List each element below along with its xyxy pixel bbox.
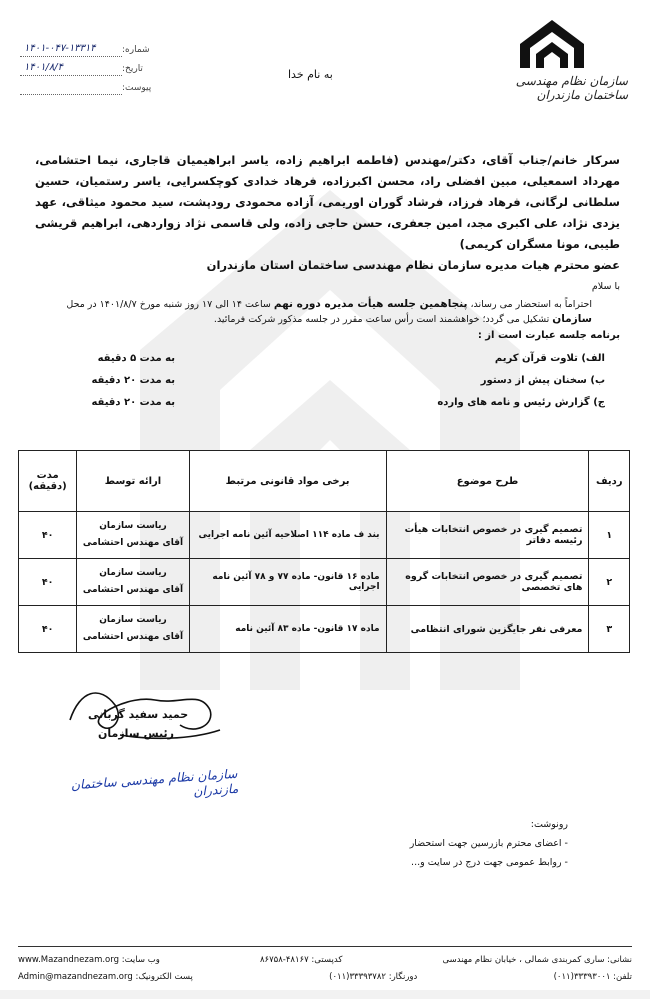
carbon-copy: رونوشت: - اعضای محترم بازرسین جهت استحضار - روابط عمومی جهت درج در سایت و... [410,815,568,872]
letter-meta [20,40,160,97]
body-paragraph: احتراماً به استحضار می رساند، پنجاهمین جلسه هیأت مدیره دوره نهم ساعت ۱۴ الی ۱۷ روز شنبه مورخ ۱۴۰۱/۸/۷ در محل سازمان تشکیل می گردد؛ خواهشمند است رأس ساعت مقرر در جلسه مذکور شرکت فرمائید. [66,298,592,325]
footer-fax: (۰۱۱)۳۳۳۹۳۷۸۲ [329,971,386,982]
signatory-title: رئیس سازمان [98,727,174,740]
footer-postal-code: ۴۸۱۶۷-۸۶۷۵۸ [259,954,309,965]
cc-item: - روابط عمومی جهت درج در سایت و... [411,857,568,868]
meta-date: تاریخ: ۱۴۰۱/۸/۴ [20,59,160,78]
footer-phone: (۰۱۱)۳۳۳۹۳۰۰۱ [553,971,611,982]
bismillah: به نام خدا [288,68,333,81]
meta-number: شماره: ۱۴۰۱-۰۴۷-۱۳۳۱۴ [20,40,160,59]
greeting: با سلام [591,281,620,292]
letter-body [35,150,620,413]
letter-attachment [20,81,122,95]
agenda-item: ب) سخنان پیش از دستور به مدت ۲۰ دقیقه [91,374,605,386]
col-row-number: ردیف [589,451,630,512]
cc-item: - اعضای محترم بازرسین جهت استحضار [409,838,568,849]
footer-website-link[interactable]: www.Mazandnezam.org [18,954,119,965]
footer-email-link[interactable]: Admin@mazandnezam.org [18,971,133,982]
organization-logo-icon [518,18,586,70]
meta-attachment: پیوست: [20,78,160,97]
recipient-role: عضو محترم هیات مدیره سازمان نظام مهندسی ساختمان استان مازندران [206,258,620,272]
table-row: ۳ معرفی نفر جایگزین شورای انتظامی ماده ۱۷ قانون- ماده ۸۳ آئین نامه ریاست سازمان آقای مهندس احتشامی ۴۰ [19,606,630,653]
table-row: ۱ تصمیم گیری در خصوص انتخابات هیأت رئیسه دفاتر بند ف ماده ۱۱۴ اصلاحیه آئین نامه اجرایی ریاست سازمان آقای مهندس احتشامی ۴۰ [19,512,630,559]
table-header-row [19,451,630,512]
letter-footer: نشانی: ساری کمربندی شمالی ، خیابان نظام مهندسی کدپستی: ۴۸۱۶۷-۸۶۷۵۸ وب سایت: www.Mazandnezam.org تلفن: (۰۱۱)۳۳۳۹۳۰۰۱ دورنگار: (۰۱۱)۳۳۳۹۳۷۸۲ پست الکترونیک: Admin@mazandnezam.org [18,946,632,985]
organization-stamp: سازمان نظام مهندسی ساختمان مازندران [70,765,239,799]
table-row: ۲ تصمیم گیری در خصوص انتخابات گروه های تخصصی ماده ۱۶ قانون- ماده ۷۷ و ۷۸ آئین نامه اجرایی ریاست سازمان آقای مهندس احتشامی ۴۰ [19,559,630,606]
col-legal-articles: برخی مواد قانونی مرتبط [189,451,386,512]
col-subject: طرح موضوع [386,451,589,512]
letter-number: ۱۴۰۱-۰۴۷-۱۳۳۱۴ [20,43,122,57]
signatory-name: حمید سفید گربانی [88,708,189,721]
agenda-list [35,347,620,413]
program-title: برنامه جلسه عبارت است از : [477,330,620,341]
agenda-item: الف) تلاوت قرآن کریم به مدت ۵ دقیقه [97,352,605,364]
recipients: سرکار خانم/جناب آقای، دکتر/مهندس (فاطمه ابراهیم زاده، یاسر ابراهیمیان قاجاری، نیما احتشامی، مهرداد اسمعیلی، مبین افضلی راد، محسن اکبرزاده، فرهاد خدادی کوچکسرایی، یاسر رستمیان، حسین سلطانی لرگانی، فرهاد فرزاد، فرشاد گوران اوریمی، آزاده محمودی رودپشت، سید محمود میثاقی، عهد یزدی نژاد، علی اکبری مجد، امین جعفری، حسن حاجی زاده، ولی قاسمی نژاد زواردهی، ابراهیم قریشی طیبی، مونا مسگران کریمی) [35,153,620,251]
letter-date: ۱۴۰۱/۸/۴ [20,62,122,76]
col-presenter: ارائه توسط [77,451,189,512]
bottom-band [0,990,650,999]
col-duration: مدت (دقیقه) [19,451,77,512]
organization-name: سازمان نظام مهندسی ساختمان مازندران [515,74,628,102]
footer-address: نشانی: ساری کمربندی شمالی ، خیابان نظام مهندسی [442,954,632,965]
agenda-item: ج) گزارش رئیس و نامه های وارده به مدت ۲۰ دقیقه [91,396,605,408]
agenda-table [18,450,630,653]
